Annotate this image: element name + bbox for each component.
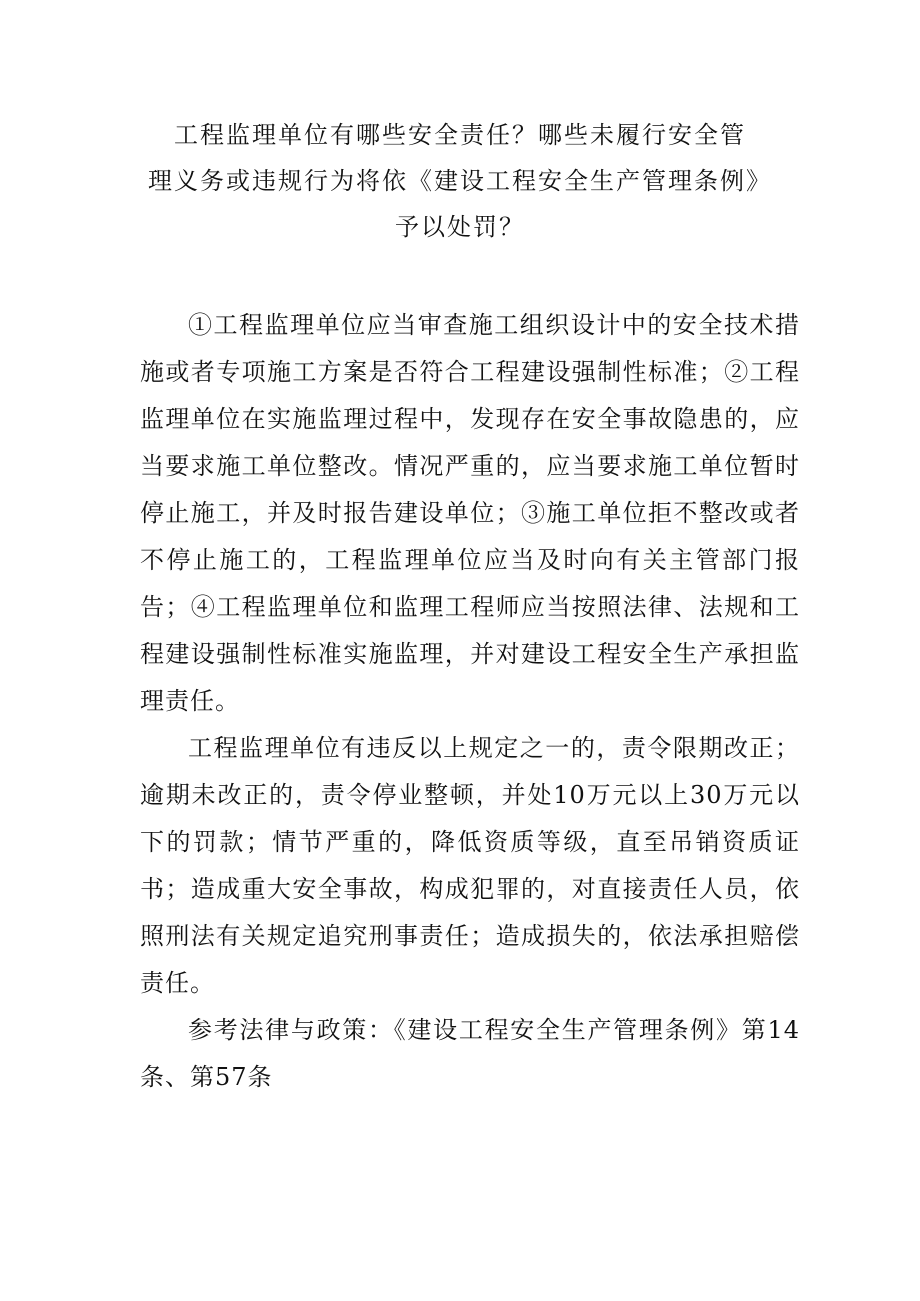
paragraph-references: 参考法律与政策：《建设工程安全生产管理条例》第14条、第57条 xyxy=(140,1016,800,1091)
paragraph-responsibilities: ①工程监理单位应当审查施工组织设计中的安全技术措施或者专项施工方案是否符合工程建设强制性标准；②工程监理单位在实施监理过程中，发现存在安全事故隐患的，应当要求施工单位整改。情况严重的，应当要求施工单位暂时停止施工，并及时报告建设单位；③施工单位拒不整改或者不停止施工的，工程监理单位应当及时向有关主管部门报告；④工程监理单位和监理工程师应当按照法律、法规和工程建设强制性标准实施监理，并对建设工程安全生产承担监理责任。 xyxy=(140,311,800,715)
document-body xyxy=(140,302,800,1101)
paragraph-penalties: 工程监理单位有违反以上规定之一的，责令限期改正；逾期未改正的，责令停业整顿，并处10万元以上30万元以下的罚款；情节严重的，降低资质等级，直至吊销资质证书；造成重大安全事故，构成犯罪的，对直接责任人员，依照刑法有关规定追究刑事责任；造成损失的，依法承担赔偿责任。 xyxy=(140,734,800,997)
title-line: 予以处罚？ xyxy=(395,213,525,241)
page-title xyxy=(120,112,800,250)
title-line: 工程监理单位有哪些安全责任？哪些未履行安全管 xyxy=(174,121,746,149)
title-line: 理义务或违规行为将依《建设工程安全生产管理条例》 xyxy=(148,167,772,195)
